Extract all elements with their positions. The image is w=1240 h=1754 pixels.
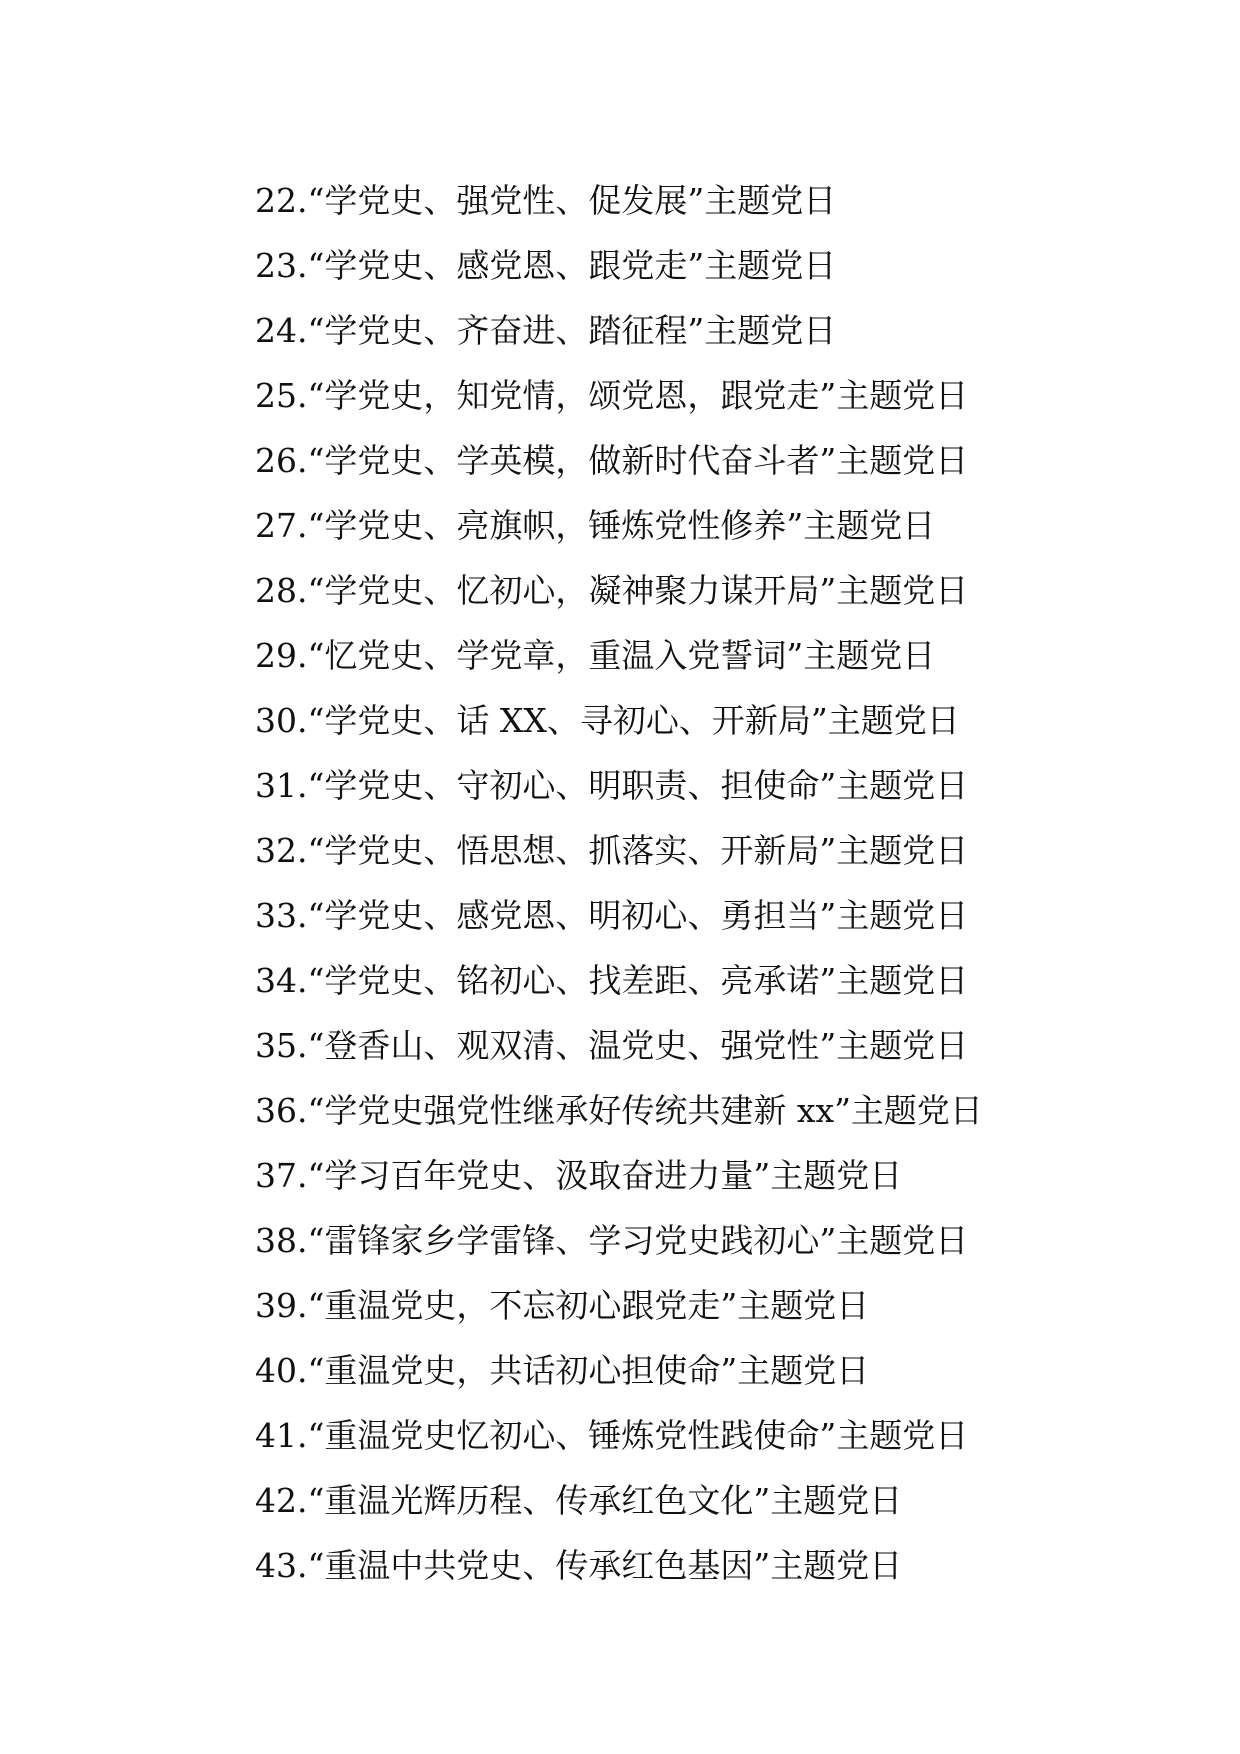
list-item: 35.“登香山、观双清、温党史、强党性”主题党日 [255, 1026, 969, 1065]
list-item: 36.“学党史强党性继承好传统共建新 xx”主题党日 [255, 1091, 983, 1130]
list-item: 26.“学党史、学英模，做新时代奋斗者”主题党日 [255, 441, 969, 480]
list-item: 37.“学习百年党史、汲取奋进力量”主题党日 [255, 1156, 903, 1195]
theme-day-list [255, 168, 983, 1598]
list-item: 39.“重温党史，不忘初心跟党走”主题党日 [255, 1286, 870, 1325]
list-item: 41.“重温党史忆初心、锤炼党性践使命”主题党日 [255, 1416, 969, 1455]
list-item: 33.“学党史、感党恩、明初心、勇担当”主题党日 [255, 896, 969, 935]
list-item: 43.“重温中共党史、传承红色基因”主题党日 [255, 1546, 903, 1585]
list-item: 32.“学党史、悟思想、抓落实、开新局”主题党日 [255, 831, 969, 870]
list-item: 22.“学党史、强党性、促发展”主题党日 [255, 181, 837, 220]
list-item: 23.“学党史、感党恩、跟党走”主题党日 [255, 246, 837, 285]
list-item: 29.“忆党史、学党章，重温入党誓词”主题党日 [255, 636, 936, 675]
list-item: 24.“学党史、齐奋进、踏征程”主题党日 [255, 311, 837, 350]
list-item: 40.“重温党史，共话初心担使命”主题党日 [255, 1351, 870, 1390]
list-item: 34.“学党史、铭初心、找差距、亮承诺”主题党日 [255, 961, 969, 1000]
list-item: 30.“学党史、话 XX、寻初心、开新局”主题党日 [255, 701, 960, 740]
list-item: 42.“重温光辉历程、传承红色文化”主题党日 [255, 1481, 903, 1520]
list-item: 31.“学党史、守初心、明职责、担使命”主题党日 [255, 766, 969, 805]
list-item: 38.“雷锋家乡学雷锋、学习党史践初心”主题党日 [255, 1221, 969, 1260]
list-item: 27.“学党史、亮旗帜，锤炼党性修养”主题党日 [255, 506, 936, 545]
list-item: 28.“学党史、忆初心，凝神聚力谋开局”主题党日 [255, 571, 969, 610]
list-item: 25.“学党史，知党情，颂党恩，跟党走”主题党日 [255, 376, 969, 415]
